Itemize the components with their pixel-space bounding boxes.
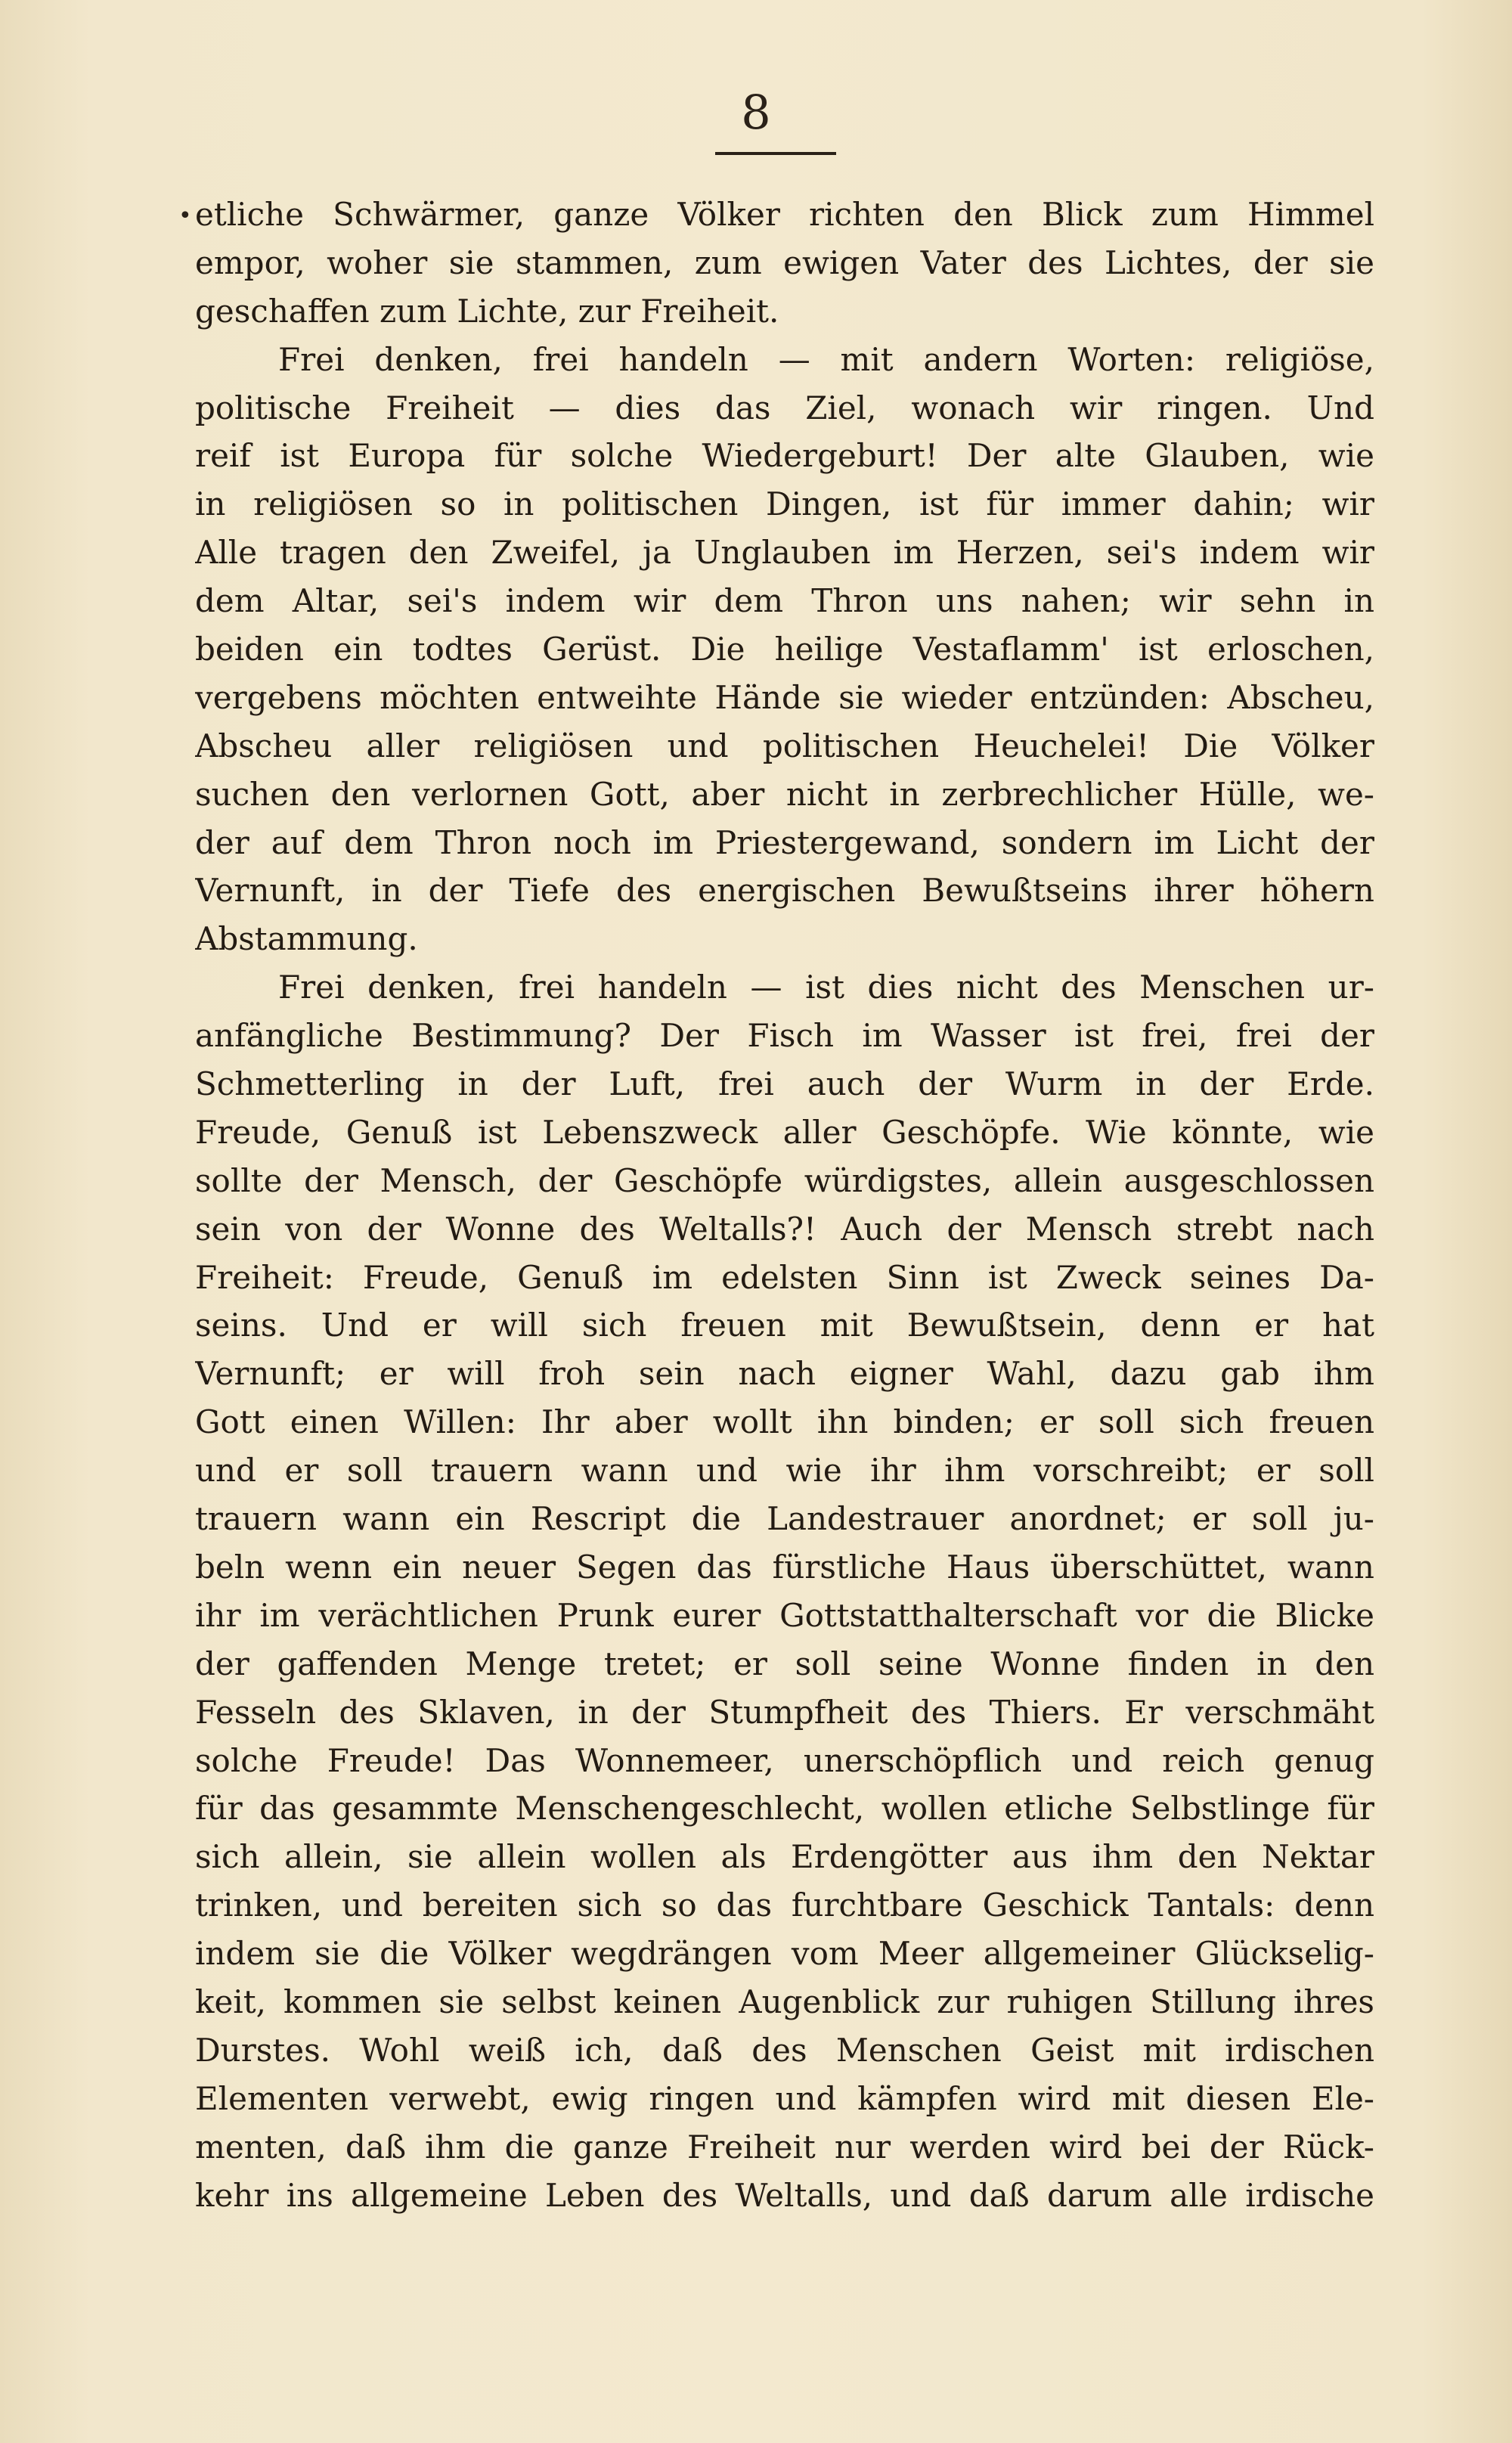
text-line: Schmetterling in der Luft, frei auch der Wurm in der Erde.: [195, 1065, 1374, 1103]
text-line: indem sie die Völker wegdrängen vom Meer allgemeiner Glückselig-: [195, 1935, 1374, 1973]
text-line: der auf dem Thron noch im Priestergewand, sondern im Licht der: [195, 823, 1374, 861]
text-line: etliche Schwärmer, ganze Völker richten den Blick zum Himmel: [195, 196, 1374, 233]
text-line: beln wenn ein neuer Segen das fürstliche Haus überschüttet, wann: [195, 1548, 1374, 1586]
text-line: solche Freude! Das Wonnemeer, unerschöpflich und reich genug: [195, 1741, 1374, 1779]
text-line: Alle tragen den Zweifel, ja Unglauben im Herzen, sei's indem wir: [195, 534, 1374, 572]
text-line: anfängliche Bestimmung? Der Fisch im Wasser ist frei, frei der: [195, 1017, 1374, 1055]
text-line: reif ist Europa für solche Wiedergeburt! Der alte Glauben, wie: [195, 437, 1374, 475]
text-line: politische Freiheit — dies das Ziel, wonach wir ringen. Und: [195, 389, 1374, 426]
text-line: Abscheu aller religiösen und politischen Heuchelei! Die Völker: [195, 727, 1374, 764]
text-line: vergebens möchten entweihte Hände sie wieder entzünden: Abscheu,: [195, 678, 1374, 716]
text-line: Vernunft, in der Tiefe des energischen Bewußtseins ihrer höhern: [195, 872, 1374, 910]
text-line: der gaffenden Menge tretet; er soll seine Wonne finden in den: [195, 1645, 1374, 1682]
text-line: seins. Und er will sich freuen mit Bewußtsein, denn er hat: [195, 1307, 1374, 1344]
text-line: Gott einen Willen: Ihr aber wollt ihn binden; er soll sich freuen: [195, 1403, 1374, 1441]
text-line: Frei denken, frei handeln — ist dies nicht des Menschen ur-: [278, 969, 1374, 1006]
text-line: und er soll trauern wann und wie ihr ihm vorschreibt; er soll: [195, 1452, 1374, 1490]
text-line: Vernunft; er will froh sein nach eigner Wahl, dazu gab ihm: [195, 1355, 1374, 1393]
text-line: kehr ins allgemeine Leben des Weltalls, und daß darum alle irdische: [195, 2176, 1374, 2214]
text-line: sich allein, sie allein wollen als Erdengötter aus ihm den Nektar: [195, 1838, 1374, 1876]
text-line: Elementen verwebt, ewig ringen und kämpfen wird mit diesen Ele-: [195, 2079, 1374, 2117]
text-line: Frei denken, frei handeln — mit andern Worten: religiöse,: [278, 340, 1374, 378]
text-line: Freiheit: Freude, Genuß im edelsten Sinn ist Zweck seines Da-: [195, 1258, 1374, 1296]
body-text: [195, 191, 1374, 2219]
text-line: trinken, und bereiten sich so das furchtbare Geschick Tantals: denn: [195, 1887, 1374, 1924]
text-line: menten, daß ihm die ganze Freiheit nur werden wird bei der Rück-: [195, 2128, 1374, 2166]
text-line: beiden ein todtes Gerüst. Die heilige Vestaflamm' ist erloschen,: [195, 631, 1374, 668]
text-line: Durstes. Wohl weiß ich, daß des Menschen Geist mit irdischen: [195, 2031, 1374, 2069]
header-rule: [715, 152, 836, 155]
text-line: sein von der Wonne des Weltalls?! Auch der Mensch strebt nach: [195, 1210, 1374, 1248]
margin-mark: •: [178, 203, 192, 229]
text-line: keit, kommen sie selbst keinen Augenblick zur ruhigen Stillung ihres: [195, 1983, 1374, 2020]
text-line: empor, woher sie stammen, zum ewigen Vater des Lichtes, der sie: [195, 243, 1374, 281]
text-line: dem Altar, sei's indem wir dem Thron uns nahen; wir sehn in: [195, 582, 1374, 620]
text-line: Freude, Genuß ist Lebenszweck aller Geschöpfe. Wie könnte, wie: [195, 1113, 1374, 1151]
text-line: in religiösen so in politischen Dingen, ist für immer dahin; wir: [195, 485, 1374, 523]
page-number: 8: [741, 85, 771, 140]
text-line: Abstammung.: [195, 920, 418, 958]
text-line: suchen den verlornen Gott, aber nicht in zerbrechlicher Hülle, we-: [195, 775, 1374, 813]
text-line: Fesseln des Sklaven, in der Stumpfheit des Thiers. Er verschmäht: [195, 1693, 1374, 1731]
text-line: ihr im verächtlichen Prunk eurer Gottstatthalterschaft vor die Blicke: [195, 1596, 1374, 1634]
text-line: für das gesammte Menschengeschlecht, wollen etliche Selbstlinge für: [195, 1790, 1374, 1828]
text-line: sollte der Mensch, der Geschöpfe würdigstes, allein ausgeschlossen: [195, 1161, 1374, 1199]
text-line: geschaffen zum Lichte, zur Freiheit.: [195, 292, 779, 330]
text-line: trauern wann ein Rescript die Landestrauer anordnet; er soll ju-: [195, 1500, 1374, 1538]
